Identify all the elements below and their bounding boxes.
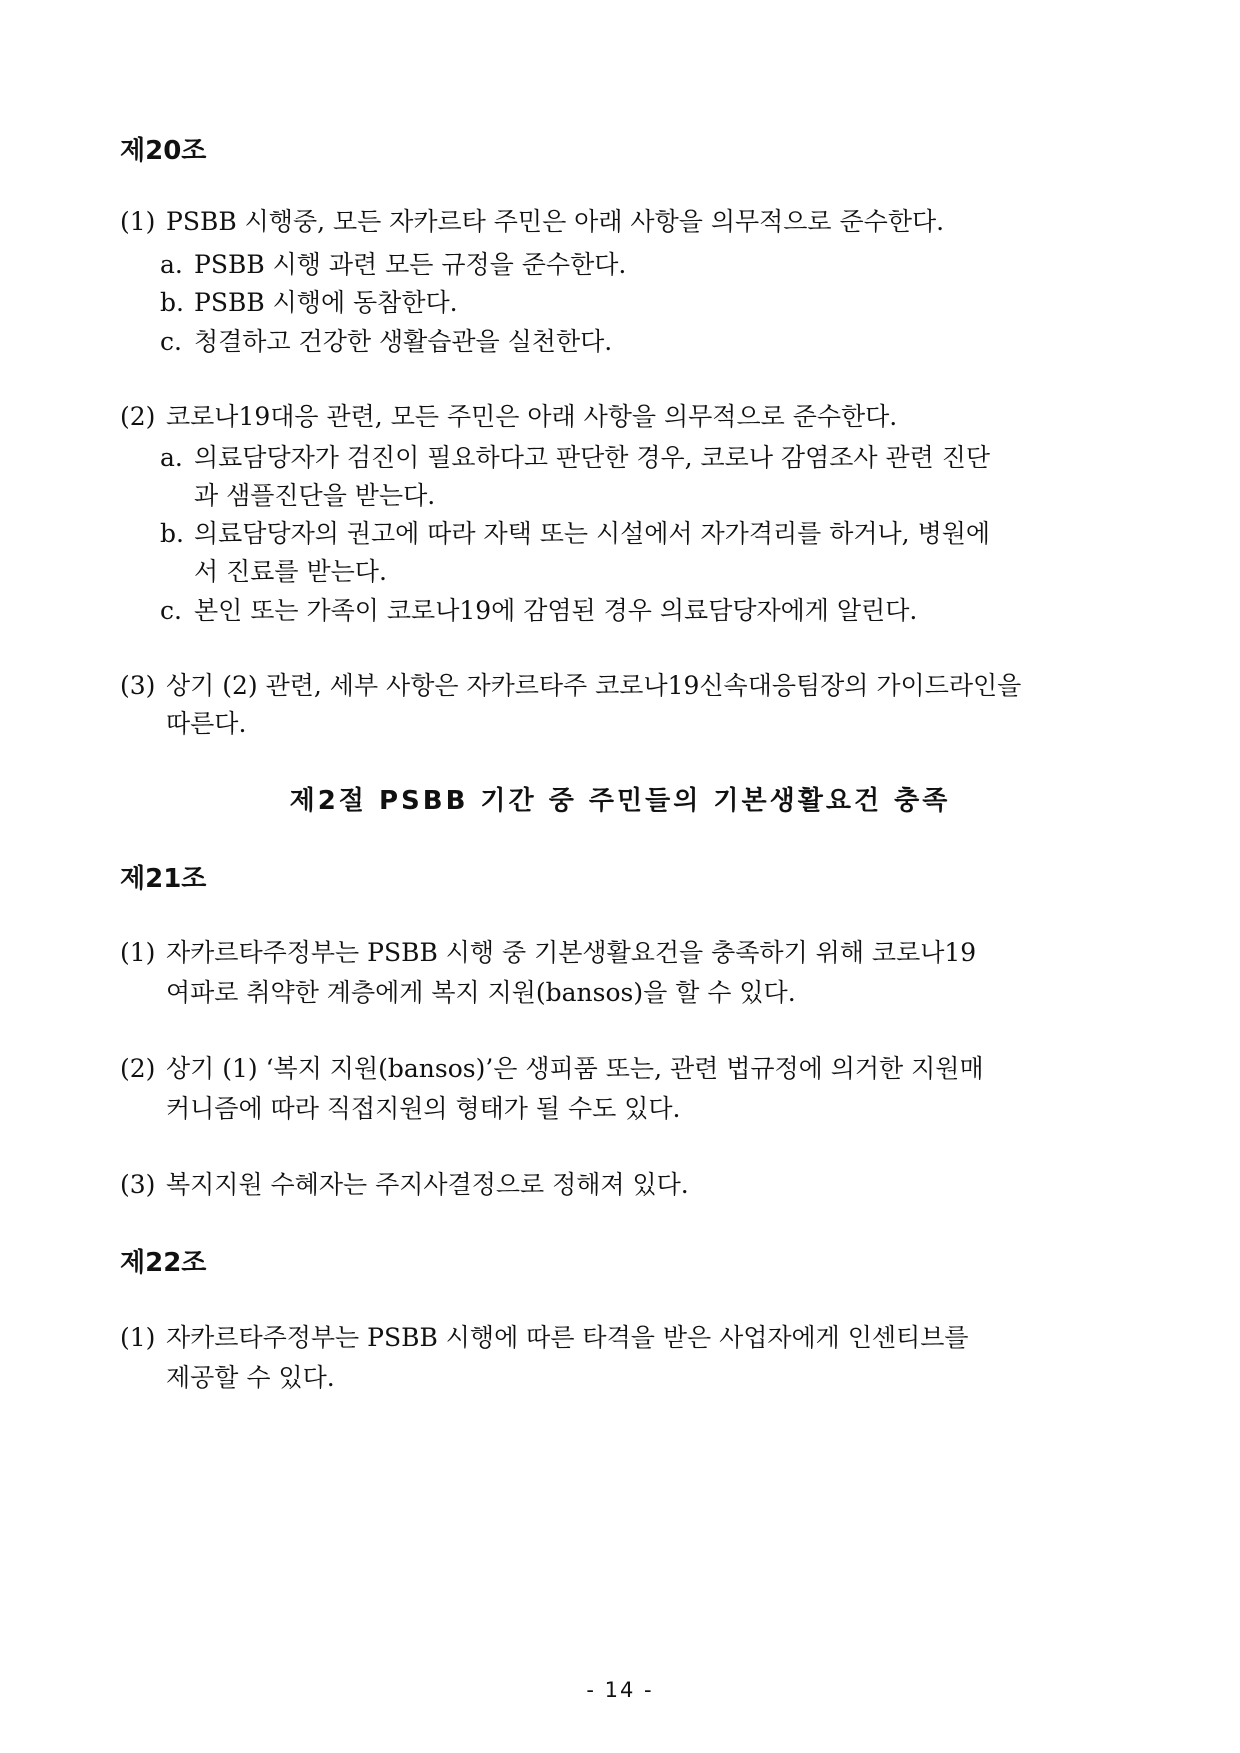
article-20-paragraph-1 (120, 200, 1130, 243)
paragraph-text: 상기 (1) ‘복지 지원(bansos)’은 생피품 또는, 관련 법규정에 의거한 지원매 (166, 1054, 984, 1083)
page-number: - 14 - (586, 1678, 654, 1702)
paragraph-number: (2) (120, 1054, 156, 1083)
paragraph-text: 코로나19대응 관련, 모든 주민은 아래 사항을 의무적으로 준수한다. (166, 402, 898, 431)
article-20-p2-item-a (160, 436, 1130, 479)
article-21-paragraph-3 (120, 1163, 1130, 1206)
item-mark: b. (160, 288, 184, 317)
article-21-paragraph-2 (120, 1047, 1130, 1090)
item-mark: a. (160, 443, 183, 472)
article-20-p1-item-c (160, 320, 1130, 363)
item-text: 청결하고 건강한 생활습관을 실천한다. (194, 327, 613, 356)
article-21-paragraph-2-continued: 커니즘에 따라 직접지원의 형태가 될 수도 있다. (166, 1094, 681, 1123)
article-21-paragraph-1 (120, 931, 1130, 974)
item-text: 의료담당자의 권고에 따라 자택 또는 시설에서 자가격리를 하거나, 병원에 (194, 519, 991, 548)
article-20-paragraph-2 (120, 395, 1130, 438)
paragraph-text: PSBB 시행중, 모든 자카르타 주민은 아래 사항을 의무적으로 준수한다. (166, 207, 945, 236)
item-mark: b. (160, 519, 184, 548)
paragraph-number: (2) (120, 402, 156, 431)
article-20-p2-item-c (160, 589, 1130, 632)
paragraph-number: (3) (120, 671, 156, 700)
article-21-paragraph-1-continued: 여파로 취약한 계층에게 복지 지원(bansos)을 할 수 있다. (166, 978, 796, 1007)
article-22-title: 제22조 (120, 1248, 207, 1278)
item-text: PSBB 시행 과련 모든 규정을 준수한다. (194, 250, 627, 279)
paragraph-text: 상기 (2) 관련, 세부 사항은 자카르타주 코로나19신속대응팀장의 가이드라인을 (166, 671, 1022, 700)
item-text: PSBB 시행에 동참한다. (194, 288, 458, 317)
article-20-p1-item-a (160, 243, 1130, 286)
paragraph-number: (1) (120, 1323, 156, 1352)
item-mark: c. (160, 327, 182, 356)
article-20-p2-item-b (160, 512, 1130, 555)
paragraph-text: 복지지원 수혜자는 주지사결정으로 정해져 있다. (166, 1170, 689, 1199)
paragraph-number: (1) (120, 207, 156, 236)
article-20-p2-item-a-continued: 과 샘플진단을 받는다. (194, 481, 436, 510)
article-20-p2-item-b-continued: 서 진료를 받는다. (194, 557, 387, 586)
paragraph-number: (1) (120, 938, 156, 967)
article-20-p1-item-b (160, 281, 1130, 324)
article-21-title: 제21조 (120, 864, 207, 894)
article-20-title: 제20조 (120, 136, 207, 166)
paragraph-text: 자카르타주정부는 PSBB 시행 중 기본생활요건을 충족하기 위해 코로나19 (166, 938, 977, 967)
paragraph-text: 자카르타주정부는 PSBB 시행에 따른 타격을 받은 사업자에게 인센티브를 (166, 1323, 969, 1352)
article-22-paragraph-1-continued: 제공할 수 있다. (166, 1363, 335, 1392)
article-20-paragraph-3-continued: 따른다. (166, 709, 247, 738)
item-text: 의료담당자가 검진이 필요하다고 판단한 경우, 코로나 감염조사 관련 진단 (194, 443, 991, 472)
item-text: 본인 또는 가족이 코로나19에 감염된 경우 의료담당자에게 알린다. (194, 596, 918, 625)
paragraph-number: (3) (120, 1170, 156, 1199)
section-2-title: 제2절 PSBB 기간 중 주민들의 기본생활요건 충족 (289, 786, 951, 816)
item-mark: c. (160, 596, 182, 625)
item-mark: a. (160, 250, 183, 279)
article-20-paragraph-3 (120, 664, 1130, 707)
article-22-paragraph-1 (120, 1316, 1130, 1359)
